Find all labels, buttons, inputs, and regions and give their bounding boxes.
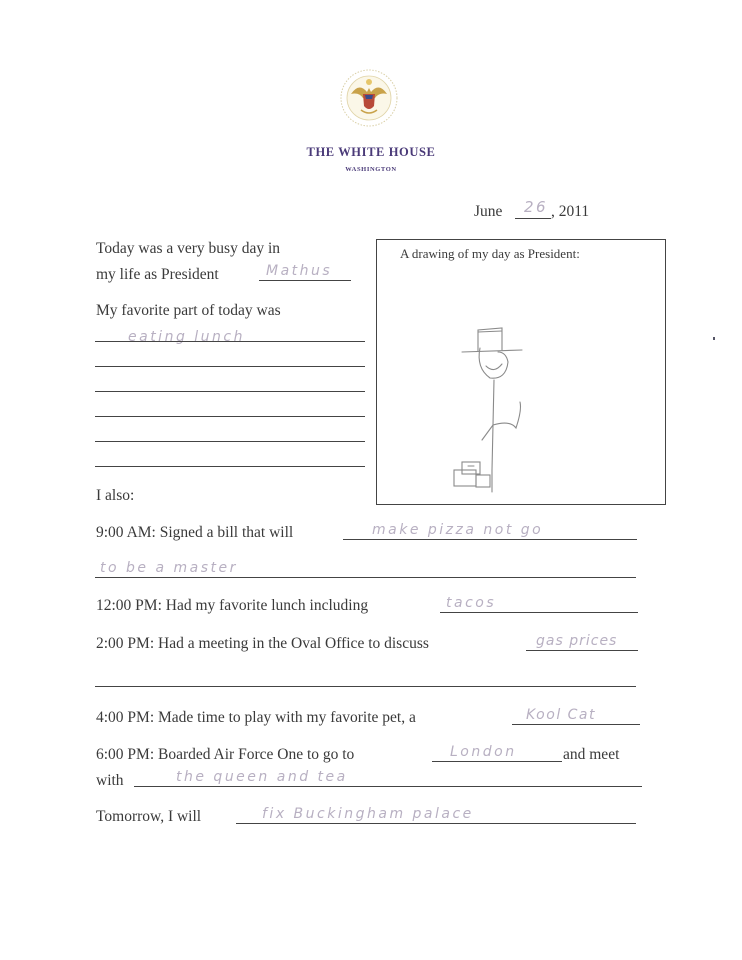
favorite-answer: eating lunch	[128, 329, 245, 345]
intro-line2: my life as President	[96, 266, 219, 283]
with-answer: the queen and tea	[176, 769, 348, 785]
also-label: I also:	[96, 487, 135, 504]
intro-line1: Today was a very busy day in	[96, 240, 281, 257]
date-day: 26	[524, 198, 549, 216]
favorite-label: My favorite part of today was	[96, 302, 281, 319]
meeting-answer: gas prices	[536, 633, 618, 649]
bill-line-2	[95, 577, 636, 578]
date-day-line	[515, 218, 551, 219]
date-prefix: June	[474, 203, 503, 220]
president-name-line	[259, 280, 351, 281]
bill-prefix: 9:00 AM: Signed a bill that will	[96, 524, 294, 541]
favorite-line-2	[95, 366, 365, 367]
with-prefix: with	[96, 772, 124, 789]
tomorrow-line	[236, 823, 636, 824]
trip-suffix: and meet	[563, 746, 620, 763]
meeting-line-2	[95, 686, 636, 687]
favorite-line-6	[95, 466, 365, 467]
bill-answer-1: make pizza not go	[372, 522, 544, 538]
favorite-line-5	[95, 441, 365, 442]
president-name: Mathus	[266, 263, 333, 279]
presidential-seal-icon	[339, 68, 399, 128]
lunch-prefix: 12:00 PM: Had my favorite lunch including	[96, 597, 369, 614]
tomorrow-prefix: Tomorrow, I will	[96, 808, 202, 825]
drawing-caption: A drawing of my day as President:	[400, 246, 580, 261]
lunch-answer: tacos	[446, 595, 497, 611]
bill-line-1	[343, 539, 637, 540]
lunch-line	[440, 612, 638, 613]
pet-prefix: 4:00 PM: Made time to play with my favorite pet, a	[96, 709, 416, 726]
stick-figure-drawing-icon	[440, 320, 550, 495]
trip-prefix: 6:00 PM: Boarded Air Force One to go to	[96, 746, 355, 763]
tomorrow-answer: fix Buckingham palace	[262, 806, 474, 822]
date-suffix: , 2011	[551, 203, 590, 220]
meeting-prefix: 2:00 PM: Had a meeting in the Oval Office to discuss	[96, 635, 429, 652]
pet-line	[512, 724, 640, 725]
trip-line	[432, 761, 562, 762]
favorite-line-1	[95, 341, 365, 342]
favorite-line-4	[95, 416, 365, 417]
favorite-line-3	[95, 391, 365, 392]
with-line	[134, 786, 642, 787]
trip-answer: London	[450, 744, 517, 760]
scan-speck	[713, 337, 715, 340]
meeting-line-1	[526, 650, 638, 651]
letterhead-title: THE WHITE HOUSE	[306, 145, 436, 159]
bill-answer-2: to be a master	[100, 560, 238, 576]
pet-answer: Kool Cat	[526, 707, 596, 723]
letterhead-subtitle: WASHINGTON	[345, 166, 397, 173]
